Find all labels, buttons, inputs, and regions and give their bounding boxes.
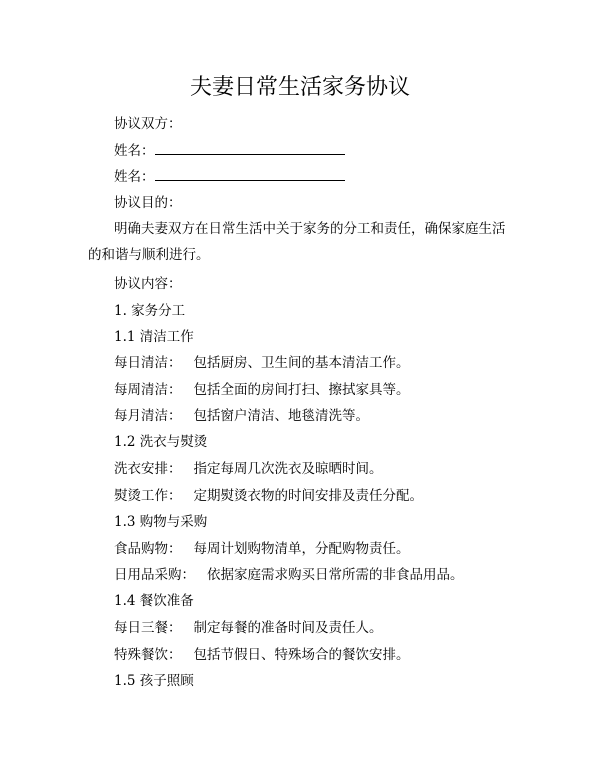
name-label: 姓名： (114, 169, 155, 185)
name-blank-2[interactable] (155, 168, 345, 181)
clause-line (114, 619, 383, 637)
clause-text: 包括全面的房间打扫、擦拭家具等。 (193, 382, 410, 398)
clause-line (114, 566, 464, 584)
purpose-paragraph: 明确夫妻双方在日常生活中关于家务的分工和责任，确保家庭生活的和谐与顺利进行。 (88, 221, 506, 263)
subsection-heading: 1.2 洗衣与熨烫 (114, 434, 208, 450)
content-label: 协议内容： (114, 276, 182, 292)
clause-line (114, 487, 423, 505)
clause-label: 每日三餐： (114, 620, 182, 636)
clause-line (114, 354, 410, 372)
name-line-2 (114, 168, 345, 186)
clause-label: 日用品采购： (114, 567, 195, 583)
clause-text: 包括厨房、卫生间的基本清洁工作。 (193, 355, 410, 371)
clause-label: 特殊餐饮： (114, 647, 182, 663)
clause-line (114, 460, 383, 478)
clause-label: 每周清洁： (114, 382, 182, 398)
clause-line (114, 540, 410, 558)
clause-text: 制定每餐的准备时间及责任人。 (193, 620, 383, 636)
clause-label: 洗衣安排： (114, 461, 182, 477)
subsection-heading: 1.1 清洁工作 (114, 329, 194, 345)
parties-label: 协议双方： (114, 116, 182, 132)
name-label: 姓名： (114, 143, 155, 159)
subsection-heading: 1.5 孩子照顾 (114, 673, 194, 689)
clause-line (114, 381, 410, 399)
clause-text: 包括节假日、特殊场合的餐饮安排。 (193, 647, 410, 663)
clause-line (114, 407, 369, 425)
page-title: 夫妻日常生活家务协议 (189, 75, 410, 100)
clause-label: 每日清洁： (114, 355, 182, 371)
purpose-label: 协议目的： (114, 195, 182, 211)
clause-text: 依据家庭需求购买日常所需的非食品用品。 (207, 567, 464, 583)
clause-text: 定期熨烫衣物的时间安排及责任分配。 (193, 488, 423, 504)
clause-label: 熨烫工作： (114, 488, 182, 504)
subsection-heading: 1.4 餐饮准备 (114, 593, 194, 609)
name-blank-1[interactable] (155, 142, 345, 155)
name-line-1 (114, 142, 345, 160)
clause-text: 包括窗户清洁、地毯清洗等。 (193, 408, 369, 424)
subsection-heading: 1.3 购物与采购 (114, 514, 208, 530)
clause-text: 每周计划购物清单，分配购物责任。 (193, 541, 410, 557)
clause-label: 每月清洁： (114, 408, 182, 424)
section-heading: 1. 家务分工 (114, 303, 186, 319)
clause-text: 指定每周几次洗衣及晾晒时间。 (193, 461, 383, 477)
clause-line (114, 646, 410, 664)
clause-label: 食品购物： (114, 541, 182, 557)
